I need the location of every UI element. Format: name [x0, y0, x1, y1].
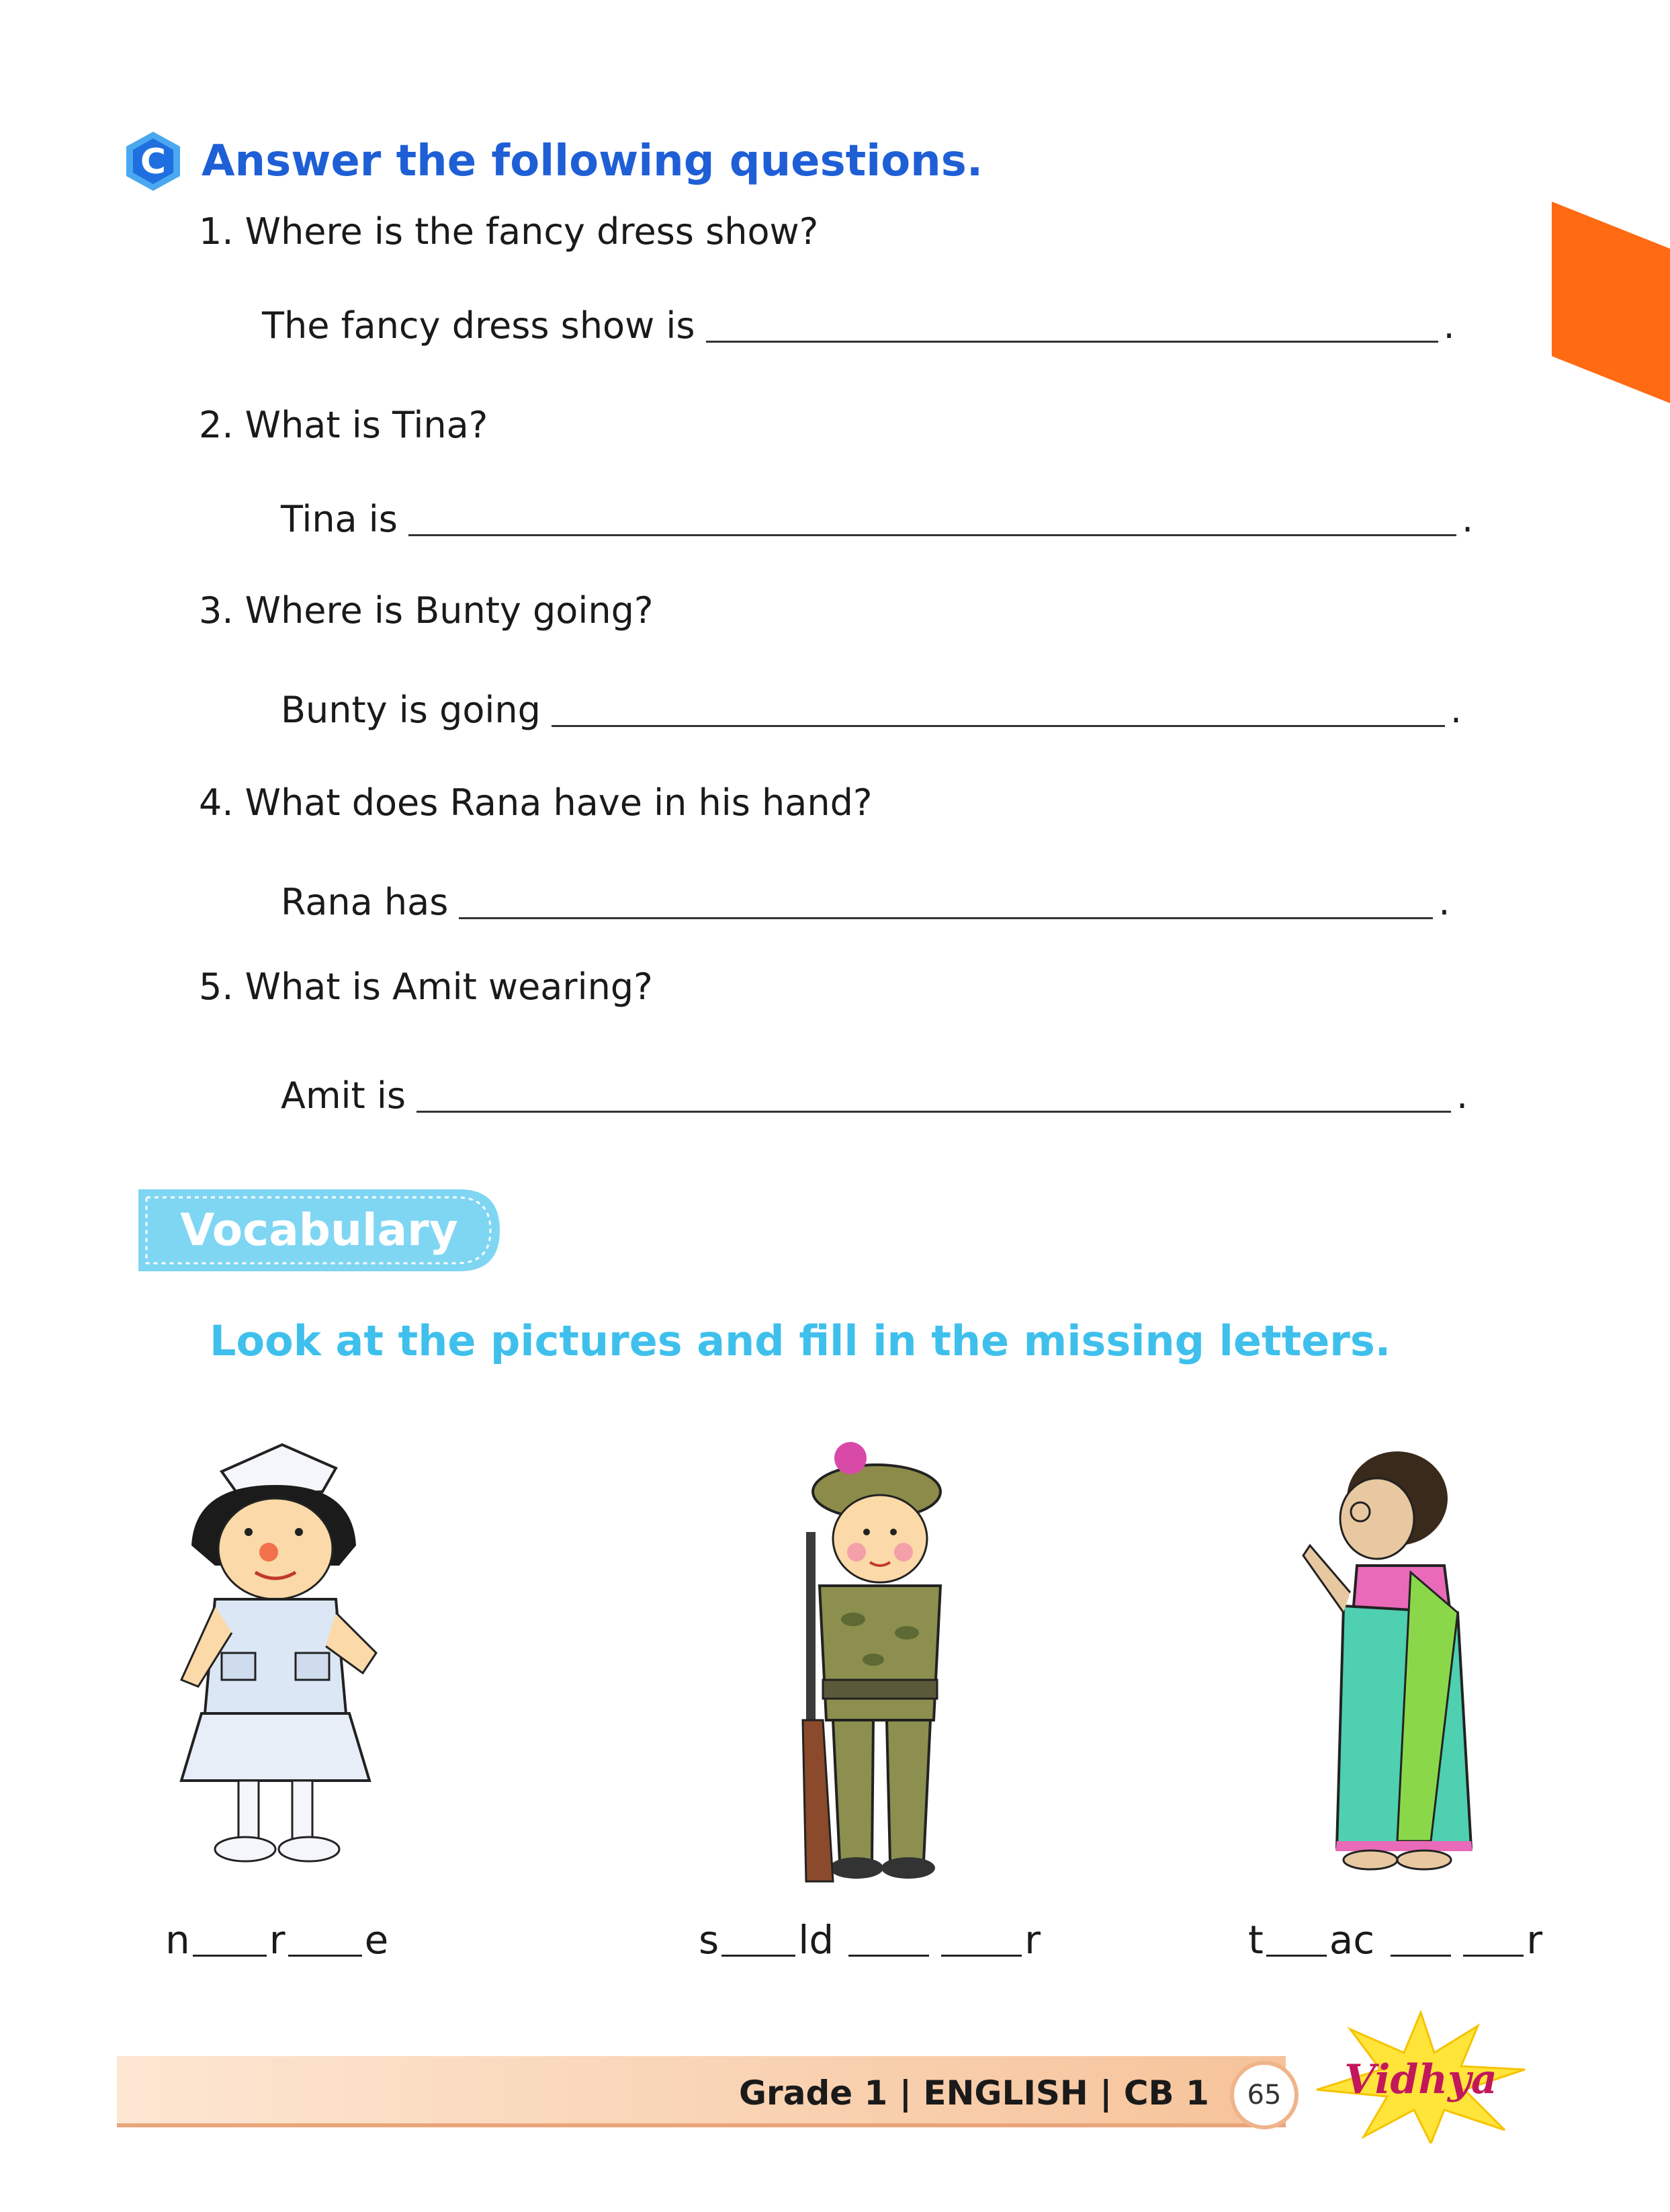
section-c-icon — [124, 129, 183, 194]
answer-blank[interactable] — [459, 886, 1433, 919]
answer-period: . — [1450, 689, 1462, 731]
letter-blank[interactable] — [721, 1928, 795, 1957]
answer-period: . — [1438, 881, 1450, 923]
answer-blank[interactable] — [706, 310, 1438, 343]
vidhya-logo — [1310, 2009, 1532, 2143]
answer-period: . — [1461, 498, 1474, 540]
section-title: Answer the following questions. — [202, 136, 983, 186]
letter-blank[interactable] — [1463, 1928, 1524, 1957]
answer-period: . — [1456, 1074, 1468, 1117]
letter-blank[interactable] — [288, 1928, 362, 1957]
answer-blank[interactable] — [416, 1080, 1451, 1113]
answer-prompt: The fancy dress show is — [262, 304, 695, 347]
question-3: 3. Where is Bunty going? — [199, 589, 654, 632]
section-letter: C — [140, 142, 167, 182]
logo-text: Vidhya — [1344, 2056, 1497, 2103]
letter-blank[interactable] — [1266, 1928, 1327, 1957]
word-part: r — [269, 1917, 285, 1963]
answer-row-3 — [281, 687, 1462, 734]
word-puzzle-teacher — [1248, 1916, 1542, 1963]
answer-blank[interactable] — [552, 694, 1445, 727]
word-part: r — [1024, 1917, 1041, 1963]
word-puzzle-nurse — [165, 1916, 388, 1963]
letter-blank[interactable] — [193, 1928, 267, 1957]
answer-row-5 — [281, 1072, 1468, 1119]
answer-prompt: Rana has — [281, 881, 449, 923]
word-part: e — [364, 1917, 389, 1963]
question-2: 2. What is Tina? — [199, 404, 488, 446]
answer-prompt: Bunty is going — [281, 689, 541, 731]
word-part: r — [1526, 1917, 1543, 1963]
question-1: 1. Where is the fancy dress show? — [199, 210, 819, 253]
soldier-illustration — [793, 1431, 967, 1895]
answer-row-2 — [281, 496, 1473, 543]
answer-period: . — [1443, 304, 1455, 347]
answer-prompt: Amit is — [281, 1074, 406, 1117]
question-5: 5. What is Amit wearing? — [199, 966, 653, 1008]
question-4: 4. What does Rana have in his hand? — [199, 781, 873, 824]
orange-corner-tab — [1552, 202, 1670, 403]
vocabulary-label: Vocabulary — [180, 1204, 458, 1256]
word-part: s — [699, 1917, 719, 1963]
word-part: t — [1248, 1917, 1264, 1963]
word-part: n — [165, 1917, 190, 1963]
nurse-illustration — [175, 1431, 390, 1868]
letter-blank[interactable] — [941, 1928, 1022, 1957]
word-part: ld — [798, 1917, 834, 1963]
answer-row-4 — [281, 879, 1450, 926]
answer-row-1 — [262, 302, 1455, 349]
footer-grade-subject: Grade 1 | ENGLISH | CB 1 — [739, 2074, 1209, 2113]
page-number: 65 — [1247, 2080, 1282, 2111]
letter-blank[interactable] — [1391, 1928, 1451, 1957]
word-part: ac — [1329, 1917, 1375, 1963]
vocabulary-instruction: Look at the pictures and fill in the missing letters. — [210, 1316, 1391, 1365]
word-puzzle-soldier — [699, 1916, 1041, 1963]
answer-prompt: Tina is — [281, 498, 398, 540]
answer-blank[interactable] — [408, 503, 1456, 536]
teacher-illustration — [1297, 1438, 1485, 1875]
letter-blank[interactable] — [848, 1928, 929, 1957]
